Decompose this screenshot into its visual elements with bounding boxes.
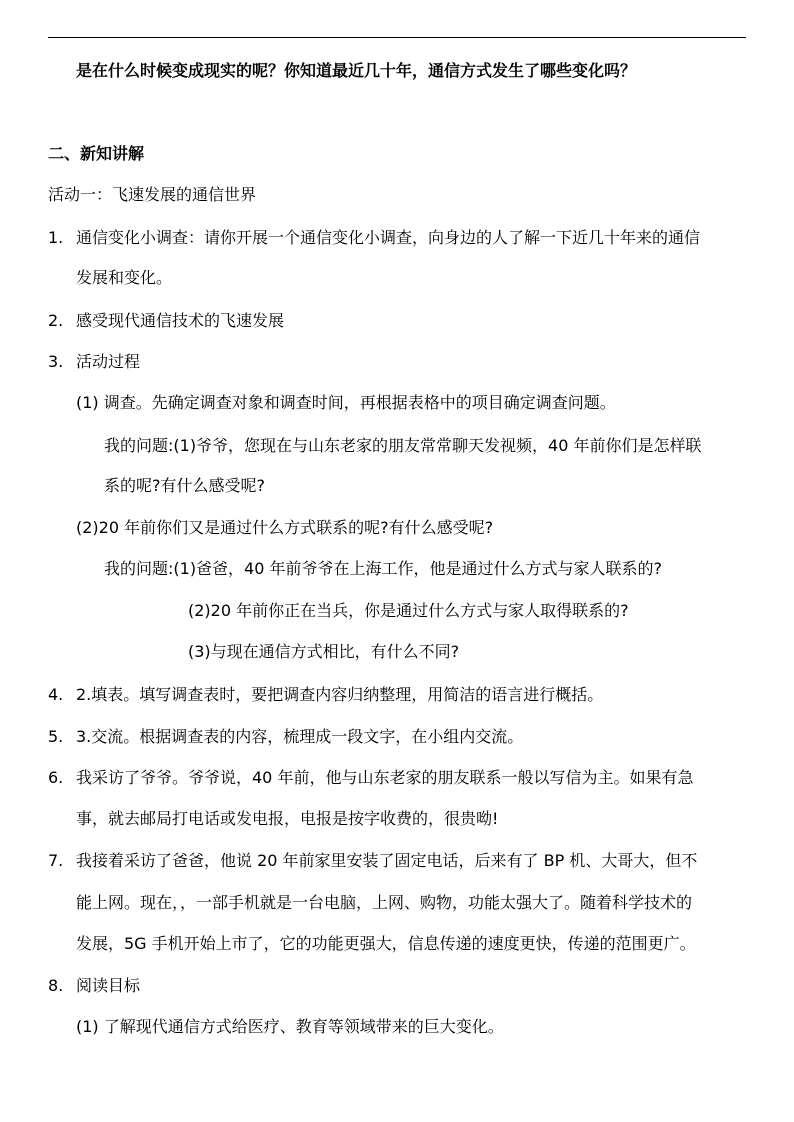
list-item-line: 阅读目标 [76, 976, 141, 995]
list-item-line: 通信变化小调查：请你开展一个通信变化小调查，向身边的人了解一下近几十年来的通信 [76, 228, 701, 247]
item-number: 1. [48, 228, 64, 247]
list-item-line: 发展，5G 手机开始上市了，它的功能更强大，信息传递的速度更快，传递的范围更广。 [76, 934, 696, 953]
item-number: 3. [48, 352, 64, 371]
reading-goal-1: (1) 了解现代通信方式给医疗、教育等领域带来的巨大变化。 [76, 1017, 504, 1036]
item-number: 2. [48, 311, 64, 330]
item-number: 4. [48, 685, 64, 704]
question-2-line-3: (3)与现在通信方式相比，有什么不同? [188, 642, 460, 661]
item-number: 8. [48, 976, 64, 995]
question-2-line-2: (2)20 年前你正在当兵，你是通过什么方式与家人取得联系的? [188, 601, 629, 620]
list-item-line: 事，就去邮局打电话或发电报，电报是按字收费的，很贵呦! [76, 809, 499, 828]
item-number: 7. [48, 851, 64, 870]
list-item-line: 我接着采访了爸爸，他说 20 年前家里安装了固定电话，后来有了 BP 机、大哥大，但不 [76, 851, 698, 870]
question-2-line-1: 我的问题:(1)爸爸，40 年前爷爷在上海工作，他是通过什么方式与家人联系的? [104, 559, 662, 578]
list-item-line: 3.交流。根据调查表的内容，梳理成一段文字，在小组内交流。 [76, 727, 524, 746]
list-item-line: 活动过程 [76, 352, 141, 371]
list-item-line: 我采访了爷爷。爷爷说，40 年前，他与山东老家的朋友联系一般以写信为主。如果有急 [76, 768, 694, 787]
header-rule [48, 37, 746, 38]
list-item-line: 2.填表。填写调查表时，要把调查内容归纳整理，用简洁的语言进行概括。 [76, 685, 604, 704]
list-item-line: 感受现代通信技术的飞速发展 [76, 311, 285, 330]
question-1-line-1: 我的问题:(1)爷爷，您现在与山东老家的朋友常常聊天发视频，40 年前你们是怎样联 [104, 436, 702, 455]
activity-title: 活动一：飞速发展的通信世界 [48, 185, 257, 204]
question-1-line-2: 系的呢?有什么感受呢? [104, 476, 265, 495]
list-item-line: 能上网。现在，，一部手机就是一台电脑，上网、购物，功能太强大了。随着科学技术的 [76, 893, 693, 912]
process-step-1: (1) 调查。先确定调查对象和调查时间，再根据表格中的项目确定调查问题。 [76, 393, 616, 412]
item-number: 5. [48, 727, 64, 746]
intro-text: 是在什么时候变成现实的呢？你知道最近几十年，通信方式发生了哪些变化吗？ [76, 61, 637, 80]
section-title: 二、新知讲解 [48, 144, 145, 163]
item-number: 6. [48, 768, 64, 787]
process-step-2: (2)20 年前你们又是通过什么方式联系的呢?有什么感受呢? [76, 518, 494, 537]
list-item-line: 发展和变化。 [76, 268, 173, 287]
